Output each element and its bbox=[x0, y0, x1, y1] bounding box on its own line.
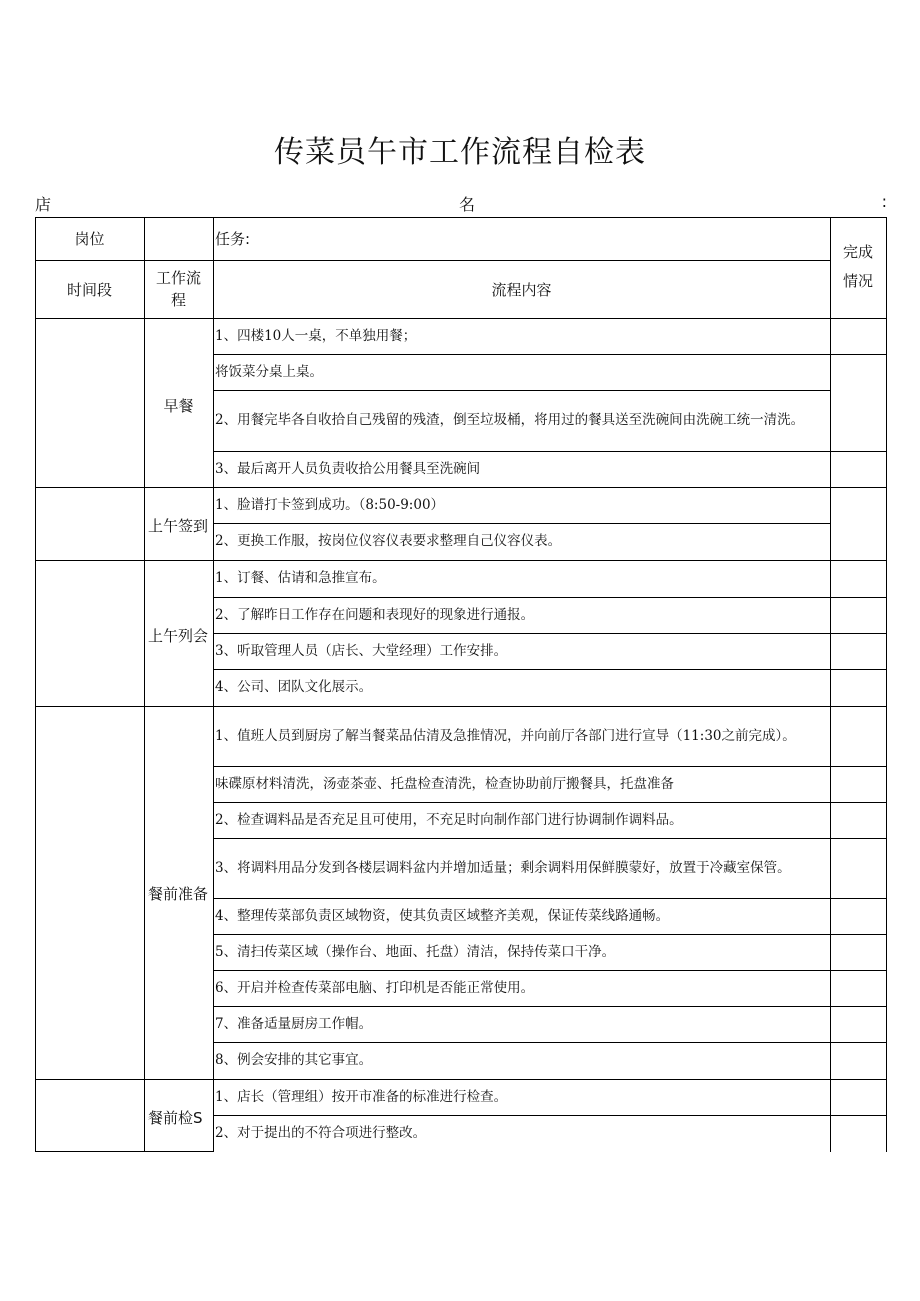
task-item: 1、订餐、估请和急推宣布。 bbox=[215, 570, 386, 586]
task-item: 3、将调料用品分发到各楼层调料盆内并增加适量；剩余调料用保鲜膜蒙好，放置于冷藏室保管。 bbox=[215, 859, 791, 876]
task-item: 5、清扫传菜区域（操作台、地面、托盘）清洁，保持传菜口干净。 bbox=[215, 943, 616, 960]
flow-label-line-1: 工作流 bbox=[155, 269, 201, 287]
task-label: 任务: bbox=[215, 230, 251, 248]
done-label-line-1: 完成 bbox=[842, 243, 873, 261]
task-item: 3、最后离开人员负责收拾公用餐具至洗碗间 bbox=[215, 460, 481, 477]
task-item: 3、听取管理人员（店长、大堂经理）工作安排。 bbox=[215, 642, 508, 659]
section-name-morning-meeting: 上午列会 bbox=[148, 626, 209, 645]
store-label-middle: 名 bbox=[459, 195, 476, 214]
done-label-line-2: 情况 bbox=[842, 272, 873, 290]
section-name-pre-meal-prep: 餐前准备 bbox=[148, 884, 209, 903]
task-item: 4、公司、团队文化展示。 bbox=[215, 679, 373, 695]
flow-content-header: 流程内容 bbox=[491, 280, 552, 299]
task-item: 2、更换工作服，按岗位仪容仪表要求整理自己仪容仪表。 bbox=[215, 533, 562, 549]
section-name-morning-signin: 上午签到 bbox=[148, 516, 209, 535]
task-item: 味碟原材料清洗，汤壶茶壶、托盘检查清洗，检查协助前厅搬餐具，托盘准备 bbox=[215, 775, 674, 792]
task-item: 2、用餐完毕各自收拾自己残留的残渣，倒至垃圾桶，将用过的餐具送至洗碗间由洗碗工统一清洗。 bbox=[215, 412, 805, 428]
time-period-header: 时间段 bbox=[66, 280, 112, 299]
store-label-left: 店 bbox=[35, 195, 52, 214]
store-label-colon: : bbox=[881, 192, 887, 211]
task-item: 2、对于提出的不符合项进行整改。 bbox=[215, 1124, 427, 1141]
task-item: 7、准备适量厨房工作帽。 bbox=[215, 1015, 373, 1032]
task-item: 4、整理传菜部负责区域物资，使其负责区域整齐美观，保证传菜线路通畅。 bbox=[215, 907, 670, 924]
task-item: 将饭菜分桌上桌。 bbox=[215, 363, 323, 380]
flow-label-line-2: 程 bbox=[170, 291, 186, 309]
post-label: 岗位 bbox=[74, 230, 105, 248]
task-item: 2、了解昨日工作存在问题和表现好的现象进行通报。 bbox=[215, 606, 535, 623]
task-item: 1、脸谱打卡签到成功。（8:50-9:00） bbox=[215, 496, 445, 513]
task-item: 1、四楼10人一桌，不单独用餐； bbox=[215, 327, 417, 344]
task-item: 1、店长（管理组）按开市准备的标准进行检查。 bbox=[215, 1088, 508, 1105]
done-status-header bbox=[830, 236, 886, 298]
task-item: 2、检查调料品是否充足且可使用，不充足时向制作部门进行协调制作调料品。 bbox=[215, 811, 683, 828]
workflow-header bbox=[144, 260, 213, 318]
section-name-pre-meal-check: 餐前检S bbox=[148, 1108, 203, 1127]
task-item: 8、例会安排的其它事宜。 bbox=[215, 1052, 373, 1068]
task-item: 6、开启并检查传菜部电脑、打印机是否能正常使用。 bbox=[215, 979, 535, 996]
page-title: 传菜员午市工作流程自检表 bbox=[274, 135, 646, 170]
store-name-line bbox=[35, 192, 887, 216]
task-item: 1、值班人员到厨房了解当餐菜品估清及急推情况，并向前厅各部门进行宣导（11:30之前完成）。 bbox=[215, 727, 796, 744]
section-name-breakfast: 早餐 bbox=[163, 396, 194, 415]
